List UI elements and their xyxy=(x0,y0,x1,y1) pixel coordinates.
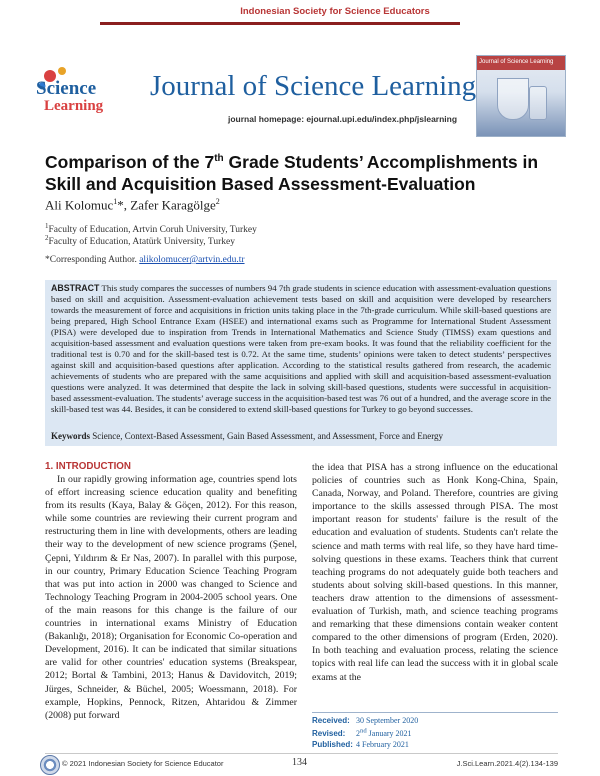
revised-label: Revised: xyxy=(312,729,346,739)
affiliation-1-number: 1 xyxy=(45,222,49,230)
logo-word-learning: Learning xyxy=(44,98,104,114)
received-date: 30 September 2020 xyxy=(356,716,419,725)
journal-logo xyxy=(30,62,122,114)
footer-citation: J.Sci.Learn.2021.4(2).134-139 xyxy=(456,759,558,768)
revised-ordinal: nd xyxy=(360,727,367,735)
received-label: Received: xyxy=(312,716,350,725)
footer-copyright: © 2021 Indonesian Society for Science Educator xyxy=(62,759,224,768)
corresponding-mark: *, xyxy=(117,197,131,213)
section-heading-introduction: 1. INTRODUCTION xyxy=(45,461,131,472)
corresponding-email-link[interactable]: alikolomucer@artvin.edu.tr xyxy=(139,255,245,265)
title-part2: Grade Students’ Accomplishments in Skill and Acquisition Based Assessment-Evaluation xyxy=(45,151,539,194)
journal-title: Journal of Science Learning xyxy=(150,70,477,102)
published-row xyxy=(312,740,558,751)
title-superscript: th xyxy=(214,153,224,164)
body-column-right: the idea that PISA has a strong influence on the educational policies of countries such as Honk Kong-China, Spain, Canada, Norway, and Poland. Therefore, countries are giving importance to the skills assessed through PISA. The most important reason for students' failure is the result of the education and evaluation of students. Students can't relate the science and math terms with real life, so they have hard time-solving questions in these exams. Teachers think that current teaching programs do not adequately guide both teachers and students about solving skill-based questions. In this manner, teachers draw attention to the dimensions of assessment-evaluation of Turkish, math, and science teaching programs and remarking that these dimensions contain weaker content compared to the other dimensions of program (Erden, 2020). In both teaching and evaluation process, relating the science topics with real life can lead the success with it in global scale exams at the xyxy=(312,462,558,683)
article-dates xyxy=(312,712,558,750)
revised-month-year: January 2021 xyxy=(368,729,412,739)
corresponding-label: *Corresponding Author. xyxy=(45,255,137,265)
revised-row xyxy=(312,727,558,740)
article-title xyxy=(45,148,565,195)
author-2: Zafer Karagölge xyxy=(130,197,216,213)
society-name: Indonesian Society for Science Educators xyxy=(240,6,430,17)
keywords-text: Science, Context-Based Assessment, Gain Based Assessment, and Assessment, Force and Energy xyxy=(92,431,444,441)
published-date: 4 February 2021 xyxy=(356,739,409,749)
revised-date xyxy=(356,729,412,738)
affiliation-2-text: Faculty of Education, Atatürk University, Turkey xyxy=(48,237,235,248)
page-number: 134 xyxy=(292,757,307,768)
published-label: Published: xyxy=(312,739,353,749)
beaker-icon xyxy=(497,78,529,120)
abstract-label: ABSTRACT xyxy=(51,283,100,293)
revised-day: 2 xyxy=(356,729,360,739)
footer-divider xyxy=(45,753,558,754)
received-row xyxy=(312,716,558,727)
title-part1: Comparison of the 7 xyxy=(45,151,215,172)
test-tube-icon xyxy=(529,86,547,120)
body-column-left: In our rapidly growing information age, countries spend lots of effort increasing science education quality and benefiting from its results (Kaya, Balay & Göçen, 2012). For this reason, while some countries are reviewing their current program and restructuring them in line with developments, others are leading their way to the development of new science programs (Şenel, Çepni, Yıldırım & Er Nas, 2007). In parallel with this purpose, in our country, Primary Education Science Teaching Program that was put into action in 2000 was changed to Science and Technology Teaching Program in 2004-2005 school years. One of the main reasons for this change is the failure of our countries in international exams Ministry of Education (Bakanlığı, 2018); Organisation for Economic Co-operation and Development, 2016). It can be indicated that similar situations are valid for other countries' education systems (Breakspear, 2012; Bortal & Tambini, 2013; Hanus & Davidovitch, 2019; Jürges, Schneider, & Büchel, 2005; Woessmann, 2018). For example, Hopkins, Pennock, Ritzen, Ahtaridou & Zimmer (2008) put forward xyxy=(45,474,297,721)
corresponding-author xyxy=(45,255,245,265)
author-1-affil: 1 xyxy=(113,197,118,206)
affiliation-1-text: Faculty of Education, Artvin Coruh University, Turkey xyxy=(48,225,257,236)
logo-word-science: Science xyxy=(36,78,97,99)
abstract xyxy=(51,283,551,415)
author-1: Ali Kolomuc xyxy=(45,197,114,213)
society-seal-icon xyxy=(40,755,60,775)
keywords xyxy=(51,431,551,441)
keywords-label: Keywords xyxy=(51,431,90,441)
journal-cover-image xyxy=(476,55,566,137)
header-divider xyxy=(100,22,460,25)
cover-title: Journal of Science Learning xyxy=(479,59,554,65)
logo-graphic xyxy=(30,62,122,114)
affiliation-2-number: 2 xyxy=(45,234,49,242)
affiliation-2 xyxy=(45,234,235,247)
journal-homepage[interactable]: journal homepage: ejournal.upi.edu/index.php/jslearning xyxy=(228,114,458,124)
abstract-text: This study compares the successes of numbers 94 7th grade students in science education with assessment-evaluation questions based on skill and acquisition. Assessment-evaluation achievement tests based on skill and acquisition were developed by researchers towards the measurement of force and acquisitions in friction units taking place in the 7th-grade curriculum. While skill-based questions are being prepared, High School Entrance Exam (HSEE) and international exams such as Programme for International Student Assessment (PISA) were developed due to inspiration from Trends in International Mathematics and Science Study (TIMSS) exam questions and acquisition-based assessment and evaluation questions were taken from pre-exam books. It was found that the reliability coefficient for the traditional test is 0.70 and for the skill-based test is 0.72. At the same time, students’ opinions were taken to detect students’ perspectives against skill and acquisition-based questions after application. According to the statistical results gathered from research, the academic achievements of students who are prepared with the same acquisitions and applied with skill and acquisition-based assessment-evaluation questions were analyzed. It was determined that despite the lack in solving skill-based questions, students were successful in acquisition-based assessment-evaluation. The students’ average success in the acquisition-based test was 76 out of a hundred, and the average score in the skill-based test was 44. Besides, it can be considered to extend skill-based questions for Turkey to go beyond successes. xyxy=(51,283,551,414)
author-list xyxy=(45,197,220,213)
author-2-affil: 2 xyxy=(215,197,220,206)
